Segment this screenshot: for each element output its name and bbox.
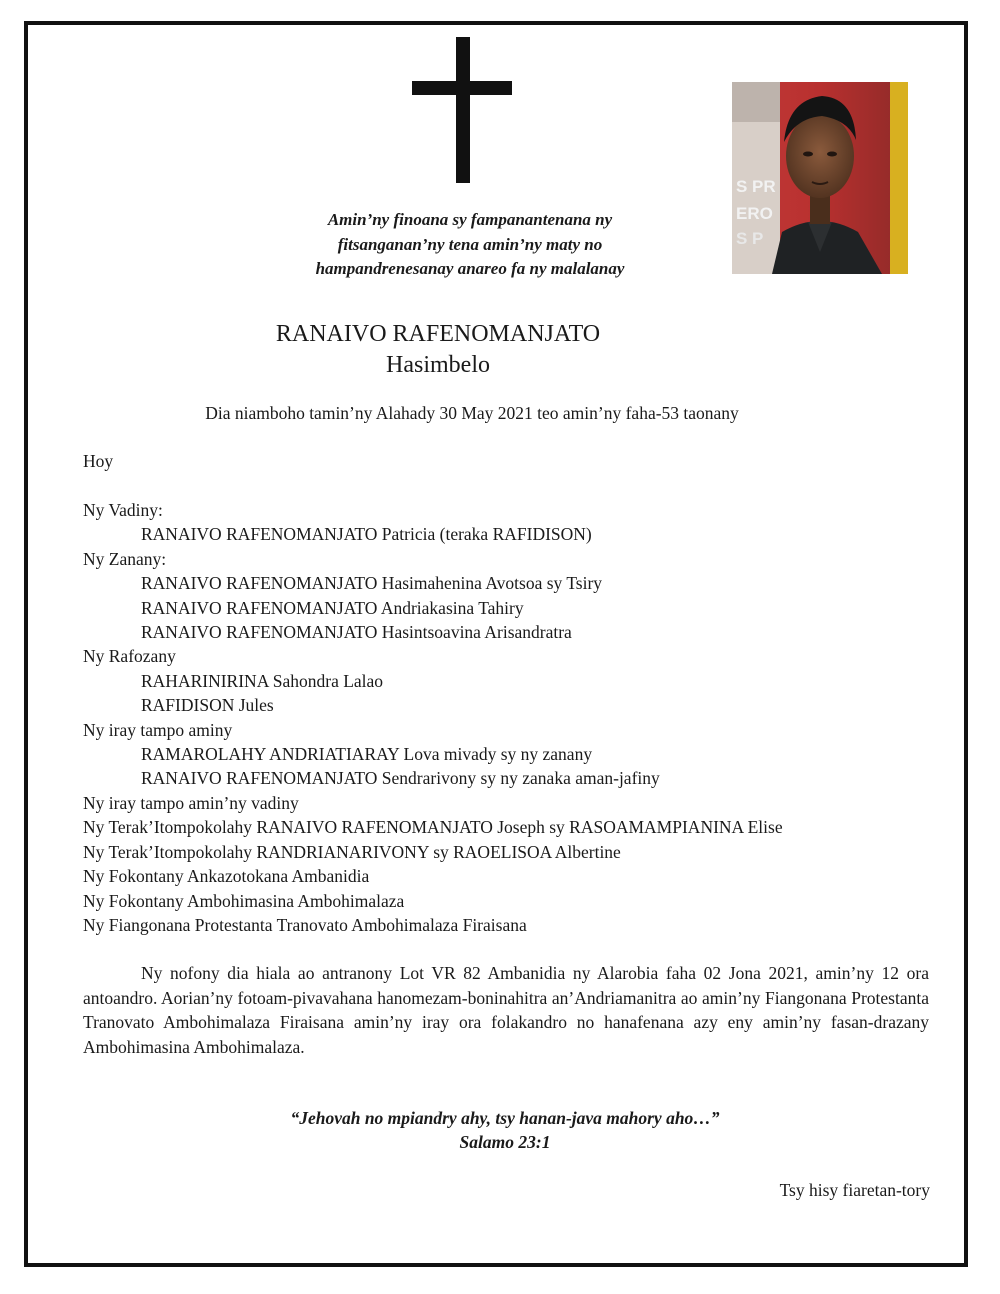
intro-line: hampandrenesanay anareo fa ny malalanay — [315, 259, 625, 278]
death-notice: Dia niamboho tamin’ny Alahady 30 May 2021 teo amin’ny faha-53 taonany — [205, 403, 739, 423]
svg-text:S P: S P — [736, 229, 764, 248]
greeting: Hoy — [83, 451, 114, 471]
family-group-heading: Ny iray tampo amin’ny vadiny — [83, 792, 299, 813]
family-group-heading: Ny Vadiny: — [83, 500, 163, 520]
deceased-name: RANAIVO RAFENOMANJATO — [275, 321, 601, 347]
family-member: RANAIVO RAFENOMANJATO Hasimahenina Avotsoa sy Tsiry — [141, 573, 603, 594]
bible-quote — [200, 1106, 810, 1154]
family-list — [83, 498, 943, 937]
intro-line: fitsanganan’ny tena amin’ny maty no — [337, 234, 603, 254]
family-member: RANAIVO RAFENOMANJATO Sendrarivony sy ny zanaka aman-jafiny — [141, 768, 660, 789]
intro-line: Amin’ny finoana sy fampanantenana ny — [327, 210, 613, 229]
family-member: RANAIVO RAFENOMANJATO Hasintsoavina Arisandratra — [141, 622, 572, 643]
family-group-heading: Ny Rafozany — [83, 646, 176, 667]
family-member: RAMAROLAHY ANDRIATIARAY Lova mivady sy ny zanany — [141, 744, 593, 765]
quote-reference: Salamo 23:1 — [459, 1132, 551, 1152]
cross-icon — [412, 37, 512, 185]
portrait-photo — [732, 82, 908, 274]
closing-note: Tsy hisy fiaretan-tory — [779, 1180, 930, 1200]
family-member: RAFIDISON Jules — [141, 695, 274, 716]
intro-text — [250, 208, 690, 282]
deceased-nickname: Hasimbelo — [386, 352, 490, 378]
family-group-heading: Ny Fokontany Ambohimasina Ambohimalaza — [83, 890, 405, 911]
svg-text:ERO: ERO — [736, 204, 773, 223]
family-group-heading: Ny Fokontany Ankazotokana Ambanidia — [83, 866, 370, 887]
family-group-heading: Ny Terak’Itompokolahy RANDRIANARIVONY sy RAOELISOA Albertine — [83, 841, 621, 862]
family-group-heading: Ny Terak’Itompokolahy RANAIVO RAFENOMANJATO Joseph sy RASOAMAMPIANINA Elise — [83, 817, 783, 838]
svg-text:S PR: S PR — [736, 177, 776, 196]
family-group-heading: Ny Fiangonana Protestanta Tranovato Ambohimalaza Firaisana — [83, 914, 527, 935]
family-group-heading: Ny iray tampo aminy — [83, 719, 233, 740]
funeral-paragraph: Ny nofony dia hiala ao antranony Lot VR 82 Ambanidia ny Alarobia faha 02 Jona 2021, amin’ny 12 ora antoandro. Aorian’ny fotoam-pivavahana hanomezam-boninahitra an’Andriamanitra ao amin’ny Fiangonana Protestanta Tranovato Ambohimalaza Firaisana amin’ny iray ora folakandro no hanafenana azy eny amin’ny fasan-drazany Ambohimasina Ambohimalaza. — [83, 963, 929, 1057]
quote-text: “Jehovah no mpiandry ahy, tsy hanan-java mahory aho…” — [290, 1108, 720, 1128]
family-member: RANAIVO RAFENOMANJATO Andriakasina Tahiry — [141, 597, 524, 618]
family-member: RANAIVO RAFENOMANJATO Patricia (teraka RAFIDISON) — [141, 524, 592, 545]
family-member: RAHARINIRINA Sahondra Lalao — [141, 670, 384, 691]
family-group-heading: Ny Zanany: — [83, 548, 167, 569]
